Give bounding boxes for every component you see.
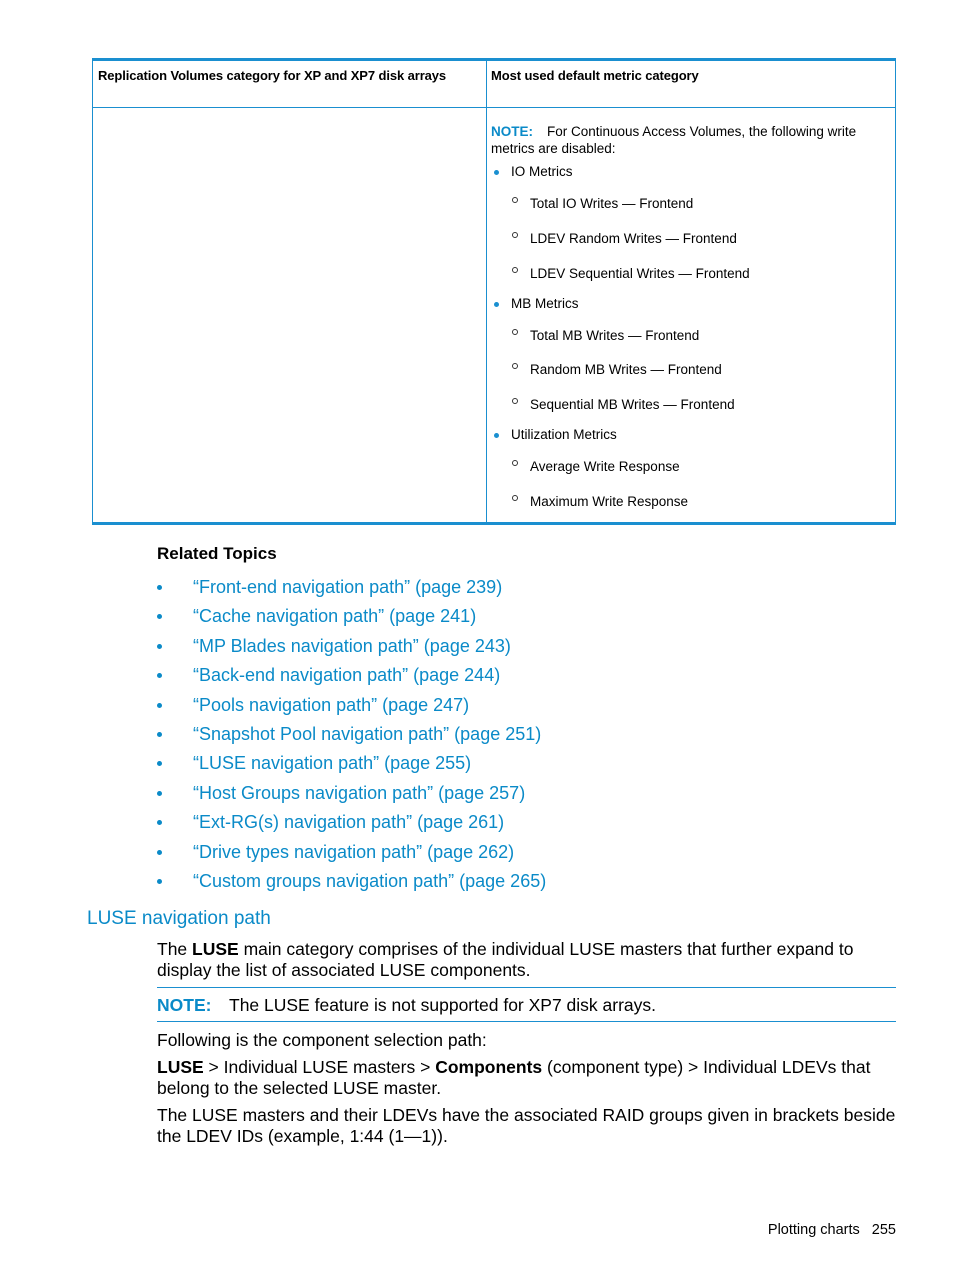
- circle-bullet-icon: [512, 398, 518, 404]
- circle-bullet-icon: [512, 329, 518, 335]
- bullet-icon: [157, 791, 162, 796]
- table-header-right: Most used default metric category: [491, 68, 699, 83]
- related-link-cache[interactable]: “Cache navigation path” (page 241): [193, 606, 477, 627]
- list-item: Sequential MB Writes — Frontend: [530, 397, 735, 412]
- bullet-icon: [157, 732, 162, 737]
- bullet-icon: [157, 644, 162, 649]
- related-link-pools[interactable]: “Pools navigation path” (page 247): [193, 694, 470, 715]
- paragraph-selection-path: LUSE > Individual LUSE masters > Components (component type) > Individual LDEVs that belong to the selected LUSE master.: [157, 1057, 871, 1098]
- table-header-left: Replication Volumes category for XP and XP7 disk arrays: [98, 68, 447, 83]
- circle-bullet-icon: [512, 363, 518, 369]
- page-number: 255: [871, 1222, 896, 1238]
- paragraph-raid-groups: The LUSE masters and their LDEVs have the associated RAID groups given in brackets beside the LDEV IDs (example, 1:44 (1—1)).: [157, 1105, 896, 1146]
- metrics-table: [92, 58, 896, 525]
- bullet-icon: [494, 302, 499, 307]
- list-item: Random MB Writes — Frontend: [530, 362, 722, 377]
- bullet-icon: [157, 879, 162, 884]
- related-link-back-end[interactable]: “Back-end navigation path” (page 244): [193, 665, 501, 686]
- list-item: Maximum Write Response: [530, 494, 688, 509]
- bullet-icon: [157, 820, 162, 825]
- bullet-icon: [157, 614, 162, 619]
- bullet-icon: [494, 433, 499, 438]
- related-link-luse[interactable]: “LUSE navigation path” (page 255): [193, 753, 472, 774]
- list-item: Utilization Metrics: [511, 427, 617, 442]
- bullet-icon: [157, 703, 162, 708]
- related-link-front-end[interactable]: “Front-end navigation path” (page 239): [193, 577, 503, 597]
- related-link-host-groups[interactable]: “Host Groups navigation path” (page 257): [193, 782, 526, 803]
- note-label: NOTE:: [491, 124, 533, 139]
- note-box: [157, 987, 896, 1022]
- circle-bullet-icon: [512, 460, 518, 466]
- section-title: LUSE navigation path: [87, 908, 271, 929]
- list-item: MB Metrics: [511, 296, 579, 311]
- circle-bullet-icon: [512, 197, 518, 203]
- table-header-divider: [93, 107, 895, 108]
- paragraph-intro: The LUSE main category comprises of the individual LUSE masters that further expand to display the list of associated LUSE components.: [157, 939, 854, 980]
- circle-bullet-icon: [512, 267, 518, 273]
- list-item: Average Write Response: [530, 459, 680, 474]
- note-text: For Continuous Access Volumes, the following write metrics are disabled:: [491, 124, 857, 156]
- note-label: NOTE:: [157, 995, 212, 1015]
- related-link-ext-rg[interactable]: “Ext-RG(s) navigation path” (page 261): [193, 812, 505, 833]
- page-footer: [768, 1222, 896, 1238]
- footer-label: Plotting charts: [767, 1222, 860, 1238]
- note-text: The LUSE feature is not supported for XP7 disk arrays.: [229, 995, 657, 1015]
- list-item: LDEV Random Writes — Frontend: [530, 231, 737, 246]
- table-column-divider: [486, 61, 487, 522]
- list-item: IO Metrics: [511, 164, 573, 179]
- list-item: LDEV Sequential Writes — Frontend: [530, 266, 750, 281]
- bullet-icon: [157, 850, 162, 855]
- list-item: Total MB Writes — Frontend: [530, 328, 699, 343]
- circle-bullet-icon: [512, 495, 518, 501]
- list-item: Total IO Writes — Frontend: [530, 196, 693, 211]
- related-link-custom-groups[interactable]: “Custom groups navigation path” (page 265): [193, 870, 547, 891]
- related-link-mp-blades[interactable]: “MP Blades navigation path” (page 243): [193, 635, 511, 656]
- bullet-icon: [157, 673, 162, 678]
- bullet-icon: [157, 761, 162, 766]
- circle-bullet-icon: [512, 232, 518, 238]
- related-link-snapshot-pool[interactable]: “Snapshot Pool navigation path” (page 251): [193, 723, 542, 744]
- paragraph-path-intro: Following is the component selection path:: [157, 1030, 487, 1050]
- related-link-drive-types[interactable]: “Drive types navigation path” (page 262): [193, 841, 515, 862]
- related-topics-title: Related Topics: [157, 544, 277, 563]
- table-cell-right: [491, 123, 881, 157]
- bullet-icon: [157, 585, 162, 590]
- bullet-icon: [494, 170, 499, 175]
